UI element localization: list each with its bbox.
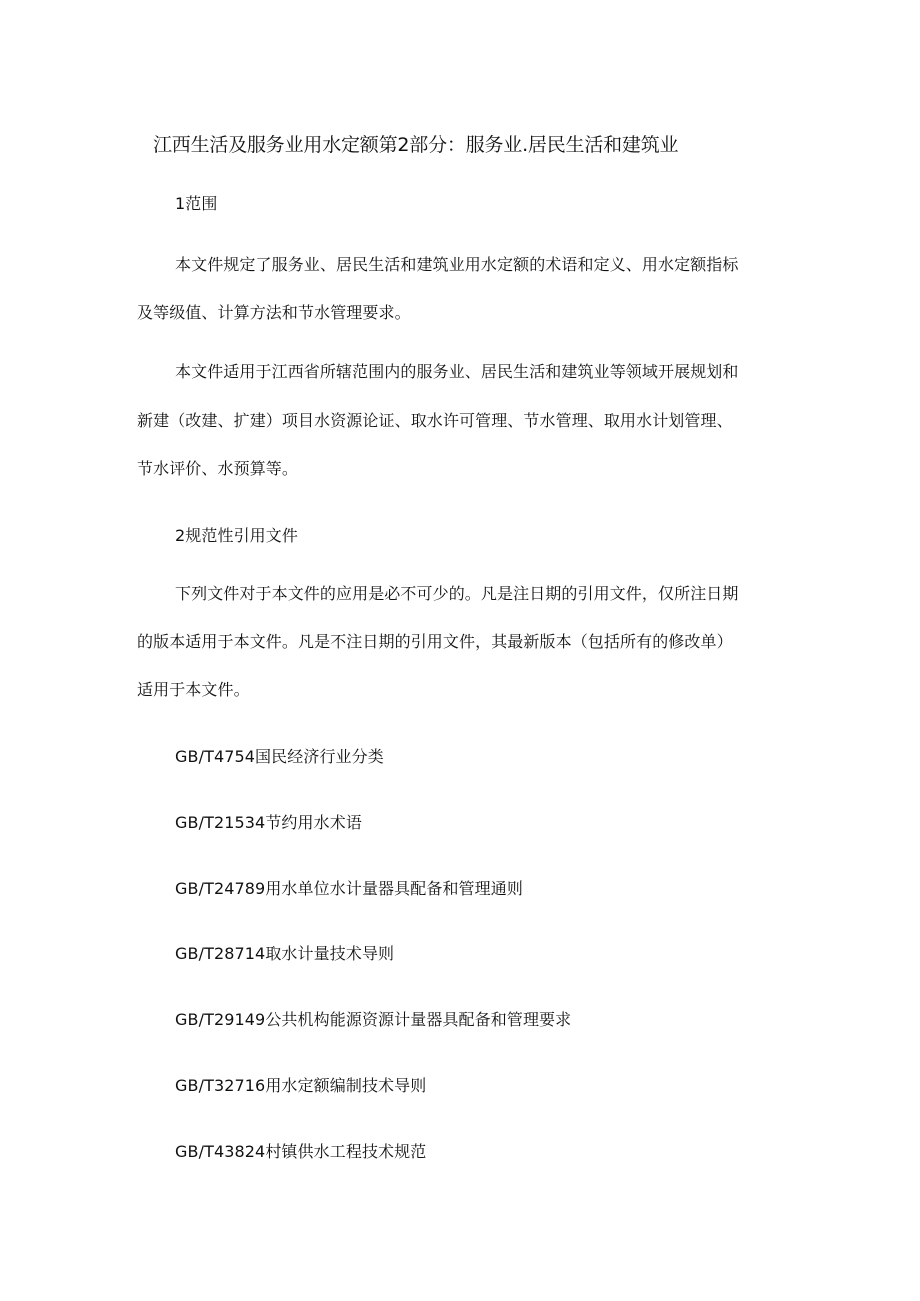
section-1-para-1-line-2: 及等级值、计算方法和节水管理要求。 — [137, 303, 411, 322]
reference-item: GB/T28714取水计量技术导则 — [175, 944, 395, 963]
section-1-para-2-line-1: 本文件适用于江西省所辖范围内的服务业、居民生活和建筑业等领域开展规划和 — [175, 362, 739, 381]
reference-item: GB/T43824村镇供水工程技术规范 — [175, 1142, 427, 1161]
section-2-para-1-line-2: 的版本适用于本文件。凡是不注日期的引用文件，其最新版本（包括所有的修改单） — [137, 632, 733, 651]
section-1-heading: 1范围 — [175, 194, 218, 213]
reference-item: GB/T29149公共机构能源资源计量器具配备和管理要求 — [175, 1010, 572, 1029]
section-2-para-1-line-3: 适用于本文件。 — [137, 680, 250, 699]
section-2-heading: 2规范性引用文件 — [175, 526, 298, 545]
section-1-para-2-line-3: 节水评价、水预算等。 — [137, 459, 299, 478]
section-1-para-2-line-2: 新建（改建、扩建）项目水资源论证、取水许可管理、节水管理、取用水计划管理、 — [137, 411, 733, 430]
section-2-para-1-line-1: 下列文件对于本文件的应用是必不可少的。凡是注日期的引用文件，仅所注日期 — [175, 584, 739, 603]
reference-item: GB/T24789用水单位水计量器具配备和管理通则 — [175, 879, 523, 898]
reference-item: GB/T32716用水定额编制技术导则 — [175, 1076, 427, 1095]
reference-item: GB/T21534节约用水术语 — [175, 813, 362, 832]
document-title: 江西生活及服务业用水定额第2部分：服务业.居民生活和建筑业 — [153, 134, 679, 156]
reference-item: GB/T4754国民经济行业分类 — [175, 747, 384, 766]
section-1-para-1-line-1: 本文件规定了服务业、居民生活和建筑业用水定额的术语和定义、用水定额指标 — [175, 255, 739, 274]
